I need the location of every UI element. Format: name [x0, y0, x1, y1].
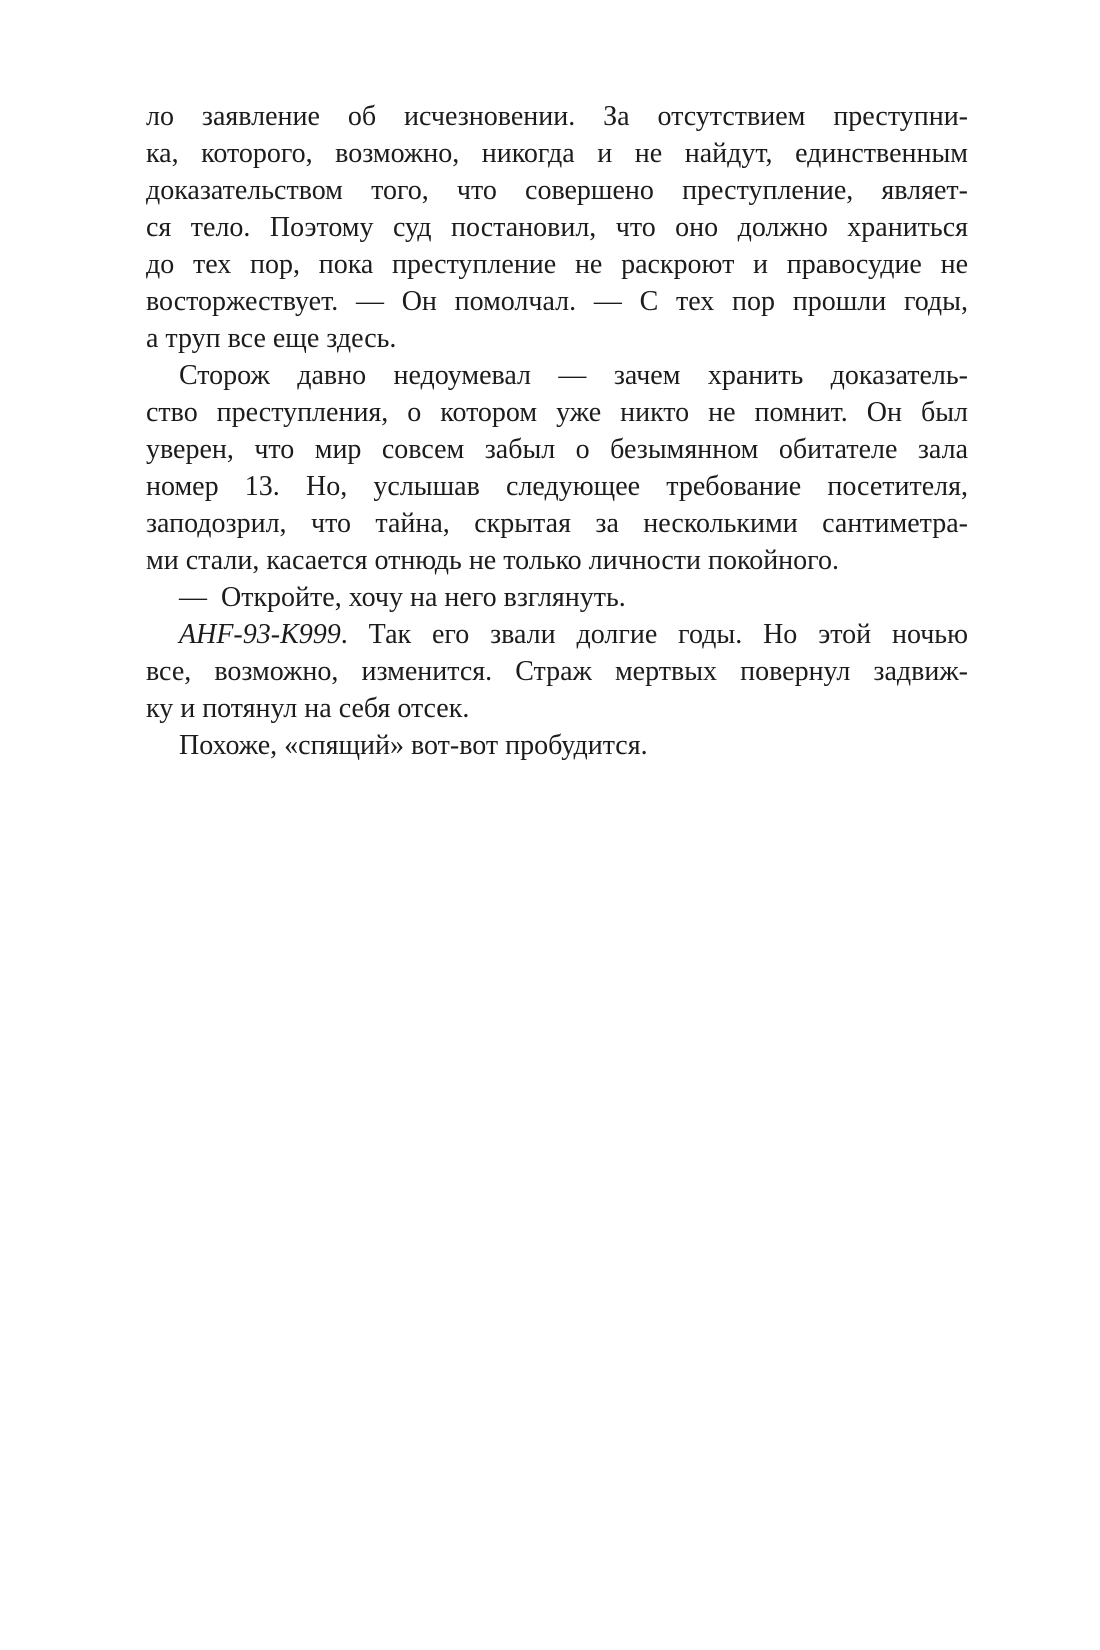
text-segment: номер 13. Но, услышав следующее требование посетителя, [146, 471, 968, 502]
text-segment: . Так его звали долгие годы. Но этой ночью [340, 619, 968, 650]
text-segment: доказательством того, что совершено преступление, являет- [146, 175, 968, 206]
text-segment: заподозрил, что тайна, скрытая за несколькими сантиметра- [146, 508, 968, 539]
text-segment: восторжествует. — Он помолчал. — С тех пор прошли годы, [146, 286, 968, 317]
text-line [146, 172, 968, 209]
paragraph-2 [146, 357, 968, 579]
text-line [146, 357, 968, 394]
text-segment: — Откройте, хочу на него взглянуть. [179, 582, 626, 613]
text-line [146, 468, 968, 505]
text-segment: Сторож давно недоумевал — зачем хранить доказатель- [179, 360, 968, 391]
text-segment: ку и потянул на себя отсек. [146, 693, 470, 724]
text-line [146, 209, 968, 246]
text-line [146, 246, 968, 283]
paragraph-3 [146, 579, 968, 616]
italic-designation-text: AHF-93-K999 [179, 619, 341, 650]
text-line [146, 727, 968, 764]
text-segment: ка, которого, возможно, никогда и не найдут, единственным [146, 138, 968, 169]
text-segment: ми стали, касается отнюдь не только личности покойного. [146, 545, 839, 576]
text-line [146, 690, 968, 727]
text-segment: все, возможно, изменится. Страж мертвых повернул задвиж- [146, 656, 968, 687]
text-line [146, 542, 968, 579]
text-line [146, 505, 968, 542]
text-line [146, 431, 968, 468]
text-segment: до тех пор, пока преступление не раскроют и правосудие не [146, 249, 968, 280]
text-line [146, 98, 968, 135]
paragraph-1 [146, 98, 968, 357]
text-line [146, 616, 968, 653]
text-segment: ло заявление об исчезновении. За отсутствием преступни- [146, 101, 968, 132]
text-line [146, 320, 968, 357]
text-segment: уверен, что мир совсем забыл о безымянном обитателе зала [146, 434, 968, 465]
text-segment: Похоже, «спящий» вот-вот пробудится. [179, 730, 648, 761]
text-line [146, 653, 968, 690]
text-segment: а труп все еще здесь. [146, 323, 397, 354]
paragraph-5 [146, 727, 968, 764]
text-segment: ство преступления, о котором уже никто не помнит. Он был [146, 397, 968, 428]
text-segment: ся тело. Поэтому суд постановил, что оно должно храниться [146, 212, 968, 243]
page-text-block [146, 98, 968, 764]
text-line [146, 283, 968, 320]
text-line [146, 135, 968, 172]
text-line [146, 394, 968, 431]
text-line [146, 579, 968, 616]
paragraph-4 [146, 616, 968, 727]
